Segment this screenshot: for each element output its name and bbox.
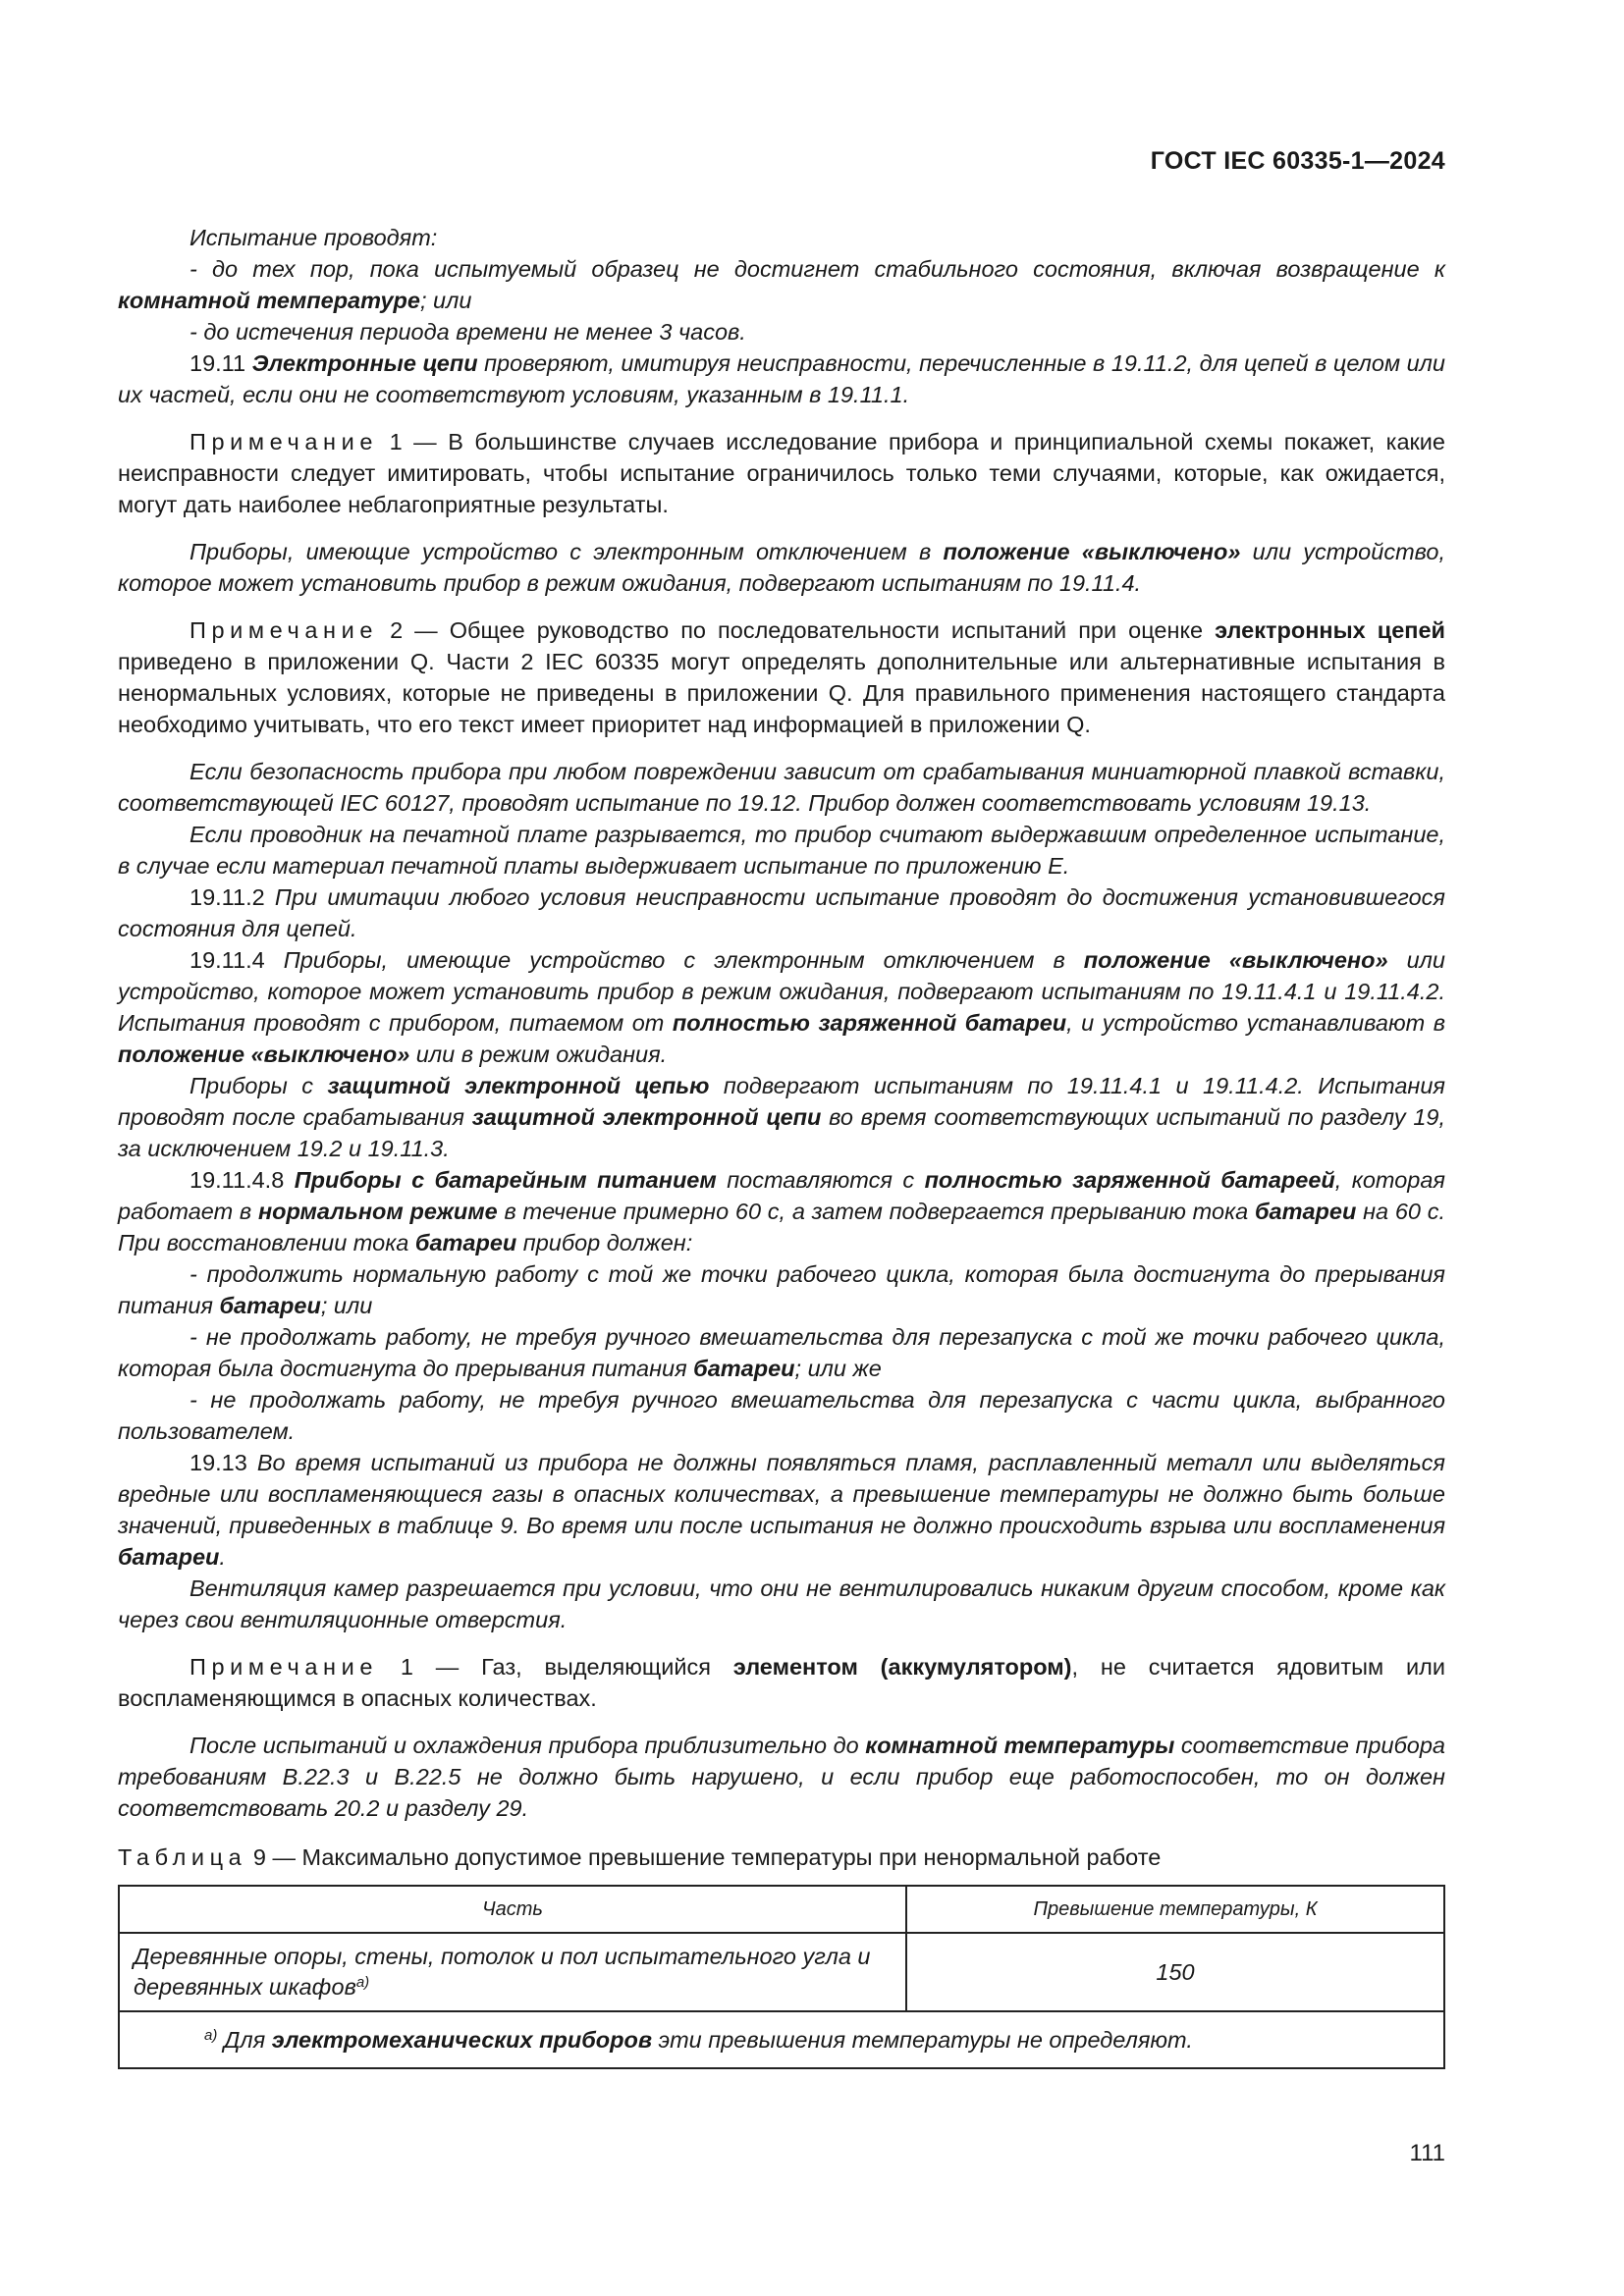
paragraph xyxy=(118,819,1445,881)
clause-number: 19.13 xyxy=(189,1450,257,1475)
paragraph xyxy=(118,1573,1445,1635)
paragraph xyxy=(118,222,1445,253)
term: комнатной температуры xyxy=(865,1733,1175,1758)
term: электромеханических приборов xyxy=(271,2027,653,2053)
text: в течение примерно 60 с, а затем подвергается прерыванию тока xyxy=(497,1199,1255,1224)
text: Если безопасность прибора при любом повреждении зависит от срабатывания миниатюрной плавкой вставки, соответствующей IEC 60127, проводят испытание по 19.12. Прибор должен соответствовать условиям 19.13. xyxy=(118,759,1445,816)
paragraph xyxy=(118,756,1445,819)
list-item xyxy=(118,1321,1445,1384)
term: положение «выключено» xyxy=(118,1041,410,1067)
clause-number: 19.11.4 xyxy=(189,947,284,973)
term: полностью заряженной батареи xyxy=(672,1010,1067,1036)
text: - до тех пор, пока испытуемый образец не достигнет стабильного состояния, включая возвращение к xyxy=(189,256,1445,282)
text: 1 — Газ, выделяющийся xyxy=(378,1654,733,1680)
text: Приборы, имеющие устройство с электронным отключением в xyxy=(189,539,944,564)
term: электронных цепей xyxy=(1215,617,1445,643)
text: . xyxy=(219,1544,226,1570)
term: батареи xyxy=(118,1544,220,1570)
cell-text: Деревянные опоры, стены, потолок и пол испытательного угла и деревянных шкафов xyxy=(134,1944,871,2000)
text: - не продолжать работу, не требуя ручного вмешательства для перезапуска с части цикла, выбранного пользователем. xyxy=(118,1387,1445,1444)
text: , которая работает в xyxy=(118,1167,1445,1224)
table-footnote-row xyxy=(119,2011,1444,2068)
document-body xyxy=(118,222,1445,2069)
term: нормальном режиме xyxy=(257,1199,498,1224)
text: приведено в приложении Q. Части 2 IEC 60335 могут определять дополнительные или альтернативные испытания в ненормальных условиях, которые не приведены в приложении Q. Для правильного применения настоящего стандарта необходимо учитывать, что его текст имеет приоритет над информацией в приложении Q. xyxy=(118,649,1445,737)
paragraph xyxy=(118,1730,1445,1824)
list-item xyxy=(118,1384,1445,1447)
note xyxy=(118,426,1445,520)
term: положение «выключено» xyxy=(1083,947,1388,973)
term: батареи xyxy=(219,1293,321,1318)
text: Приборы с xyxy=(189,1073,328,1098)
text: или в режим ожидания. xyxy=(409,1041,668,1067)
table-cell-value: 150 xyxy=(906,1933,1444,2011)
clause-number: 19.11.2 xyxy=(189,884,275,910)
text: соответствие прибора требованиям B.22.3 и B.22.5 не должно быть нарушено, и если прибор еще работоспособен, то он должен соответствовать 20.2 и разделу 29. xyxy=(118,1733,1445,1821)
text: При имитации любого условия неисправности испытание проводят до достижения установившегося состояния для цепей. xyxy=(118,884,1445,941)
note-label: Примечание xyxy=(189,1654,379,1680)
table-title: 9 — Максимально допустимое превышение температуры при ненормальной работе xyxy=(246,1844,1162,1870)
table-9 xyxy=(118,1885,1445,2069)
table-footnote xyxy=(119,2011,1444,2068)
table-label: Таблица xyxy=(118,1844,247,1870)
paragraph xyxy=(118,316,1445,347)
clause-19-11-4 xyxy=(118,944,1445,1070)
text: или устройство, которое может установить прибор в режим ожидания, подвергают испытаниям по 19.11.4. xyxy=(118,539,1445,596)
term: батареи xyxy=(414,1230,517,1255)
text: или устройство, которое может установить прибор в режим ожидания, подвергают испытаниям по 19.11.4.1 и 19.11.4.2. Испытания проводят с прибором, питаемом от xyxy=(118,947,1445,1036)
paragraph xyxy=(118,253,1445,316)
text: - продолжить нормальную работу с той же точки рабочего цикла, которая была достигнута до прерывания питания xyxy=(118,1261,1445,1318)
term: батареи xyxy=(1254,1199,1357,1224)
document-header: ГОСТ IEC 60335-1—2024 xyxy=(1150,147,1445,175)
note-label: Примечание xyxy=(189,617,379,643)
text: Испытание проводят: xyxy=(189,225,438,250)
note-label: Примечание xyxy=(189,429,379,454)
footnote-ref: a) xyxy=(355,1974,370,1991)
text: подвергают испытаниям по 19.11.4.1 и 19.11.4.2. Испытания проводят после срабатывания xyxy=(118,1073,1445,1130)
term: Приборы с батарейным питанием xyxy=(294,1167,717,1193)
text: проверяют, имитируя неисправности, перечисленные в 19.11.2, для цепей в целом или их частей, если они не соответствуют условиям, указанным в 19.11.1. xyxy=(118,350,1446,407)
table-row xyxy=(119,1933,1444,2011)
paragraph xyxy=(118,1070,1445,1164)
text: 1 — В большинстве случаев исследование прибора и принципиальной схемы покажет, какие неисправности следует имитировать, чтобы испытание ограничилось только теми случаями, которые, как ожидается, могут дать наиболее неблагоприятные результаты. xyxy=(118,429,1445,517)
column-header-temperature: Превышение температуры, К xyxy=(906,1886,1444,1933)
text: , не считается ядовитым или воспламеняющимся в опасных количествах. xyxy=(118,1654,1445,1711)
clause-19-11 xyxy=(118,347,1445,410)
text: Приборы, имеющие устройство с электронным отключением в xyxy=(283,947,1084,973)
term: элементом (аккумулятором) xyxy=(732,1654,1072,1680)
term: батареи xyxy=(693,1356,795,1381)
table-cell-part xyxy=(119,1933,906,2011)
table-caption xyxy=(118,1842,1445,1873)
text: во время соответствующих испытаний по разделу 19, за исключением 19.2 и 19.11.3. xyxy=(118,1104,1445,1161)
text: Во время испытаний из прибора не должны появляться пламя, расплавленный металл или выделяться вредные или воспламеняющиеся газы в опасных количествах, а превышение температуры не должно быть больше значений, приведенных в таблице 9. Во время или после испытания не должно происходить взрыва или воспламенения xyxy=(118,1450,1445,1538)
term: защитной электронной цепью xyxy=(327,1073,710,1098)
paragraph xyxy=(118,536,1445,599)
text: ; или же xyxy=(794,1356,882,1381)
note xyxy=(118,614,1445,740)
clause-19-11-4-8 xyxy=(118,1164,1445,1258)
page-number: 111 xyxy=(1409,2140,1445,2166)
list-item xyxy=(118,1258,1445,1321)
document-page xyxy=(118,0,1445,2296)
text: , и устройство устанавливают в xyxy=(1066,1010,1445,1036)
clause-19-13 xyxy=(118,1447,1445,1573)
text: прибор должен: xyxy=(516,1230,693,1255)
text: - до истечения периода времени не менее 3 часов. xyxy=(189,319,746,345)
term: положение «выключено» xyxy=(943,539,1241,564)
note xyxy=(118,1651,1445,1714)
text: ; или xyxy=(320,1293,373,1318)
term: комнатной температуре xyxy=(118,288,420,313)
footnote-mark: a) xyxy=(204,2027,218,2044)
term: полностью заряженной батареей xyxy=(924,1167,1335,1193)
clause-number: 19.11 xyxy=(189,350,252,376)
text: Если проводник на печатной плате разрывается, то прибор считают выдержавшим определенное испытание, в случае если материал печатной платы выдерживает испытание по приложению E. xyxy=(118,822,1445,879)
text: поставляются с xyxy=(716,1167,925,1193)
clause-number: 19.11.4.8 xyxy=(189,1167,295,1193)
column-header-part: Часть xyxy=(119,1886,906,1933)
text: ; или xyxy=(419,288,472,313)
term: защитной электронной цепи xyxy=(471,1104,822,1130)
text: Для xyxy=(217,2027,272,2053)
text: эти превышения температуры не определяют. xyxy=(652,2027,1193,2053)
text: 2 — Общее руководство по последовательности испытаний при оценке xyxy=(378,617,1216,643)
term: Электронные цепи xyxy=(251,350,478,376)
text: После испытаний и охлаждения прибора приблизительно до xyxy=(189,1733,866,1758)
clause-19-11-2 xyxy=(118,881,1445,944)
text: на 60 с. При восстановлении тока xyxy=(118,1199,1445,1255)
text: Вентиляция камер разрешается при условии, что они не вентилировались никаким другим способом, кроме как через свои вентиляционные отверстия. xyxy=(118,1575,1445,1632)
table-header-row xyxy=(119,1886,1444,1933)
text: - не продолжать работу, не требуя ручного вмешательства для перезапуска с той же точки рабочего цикла, которая была достигнута до прерывания питания xyxy=(118,1324,1445,1381)
